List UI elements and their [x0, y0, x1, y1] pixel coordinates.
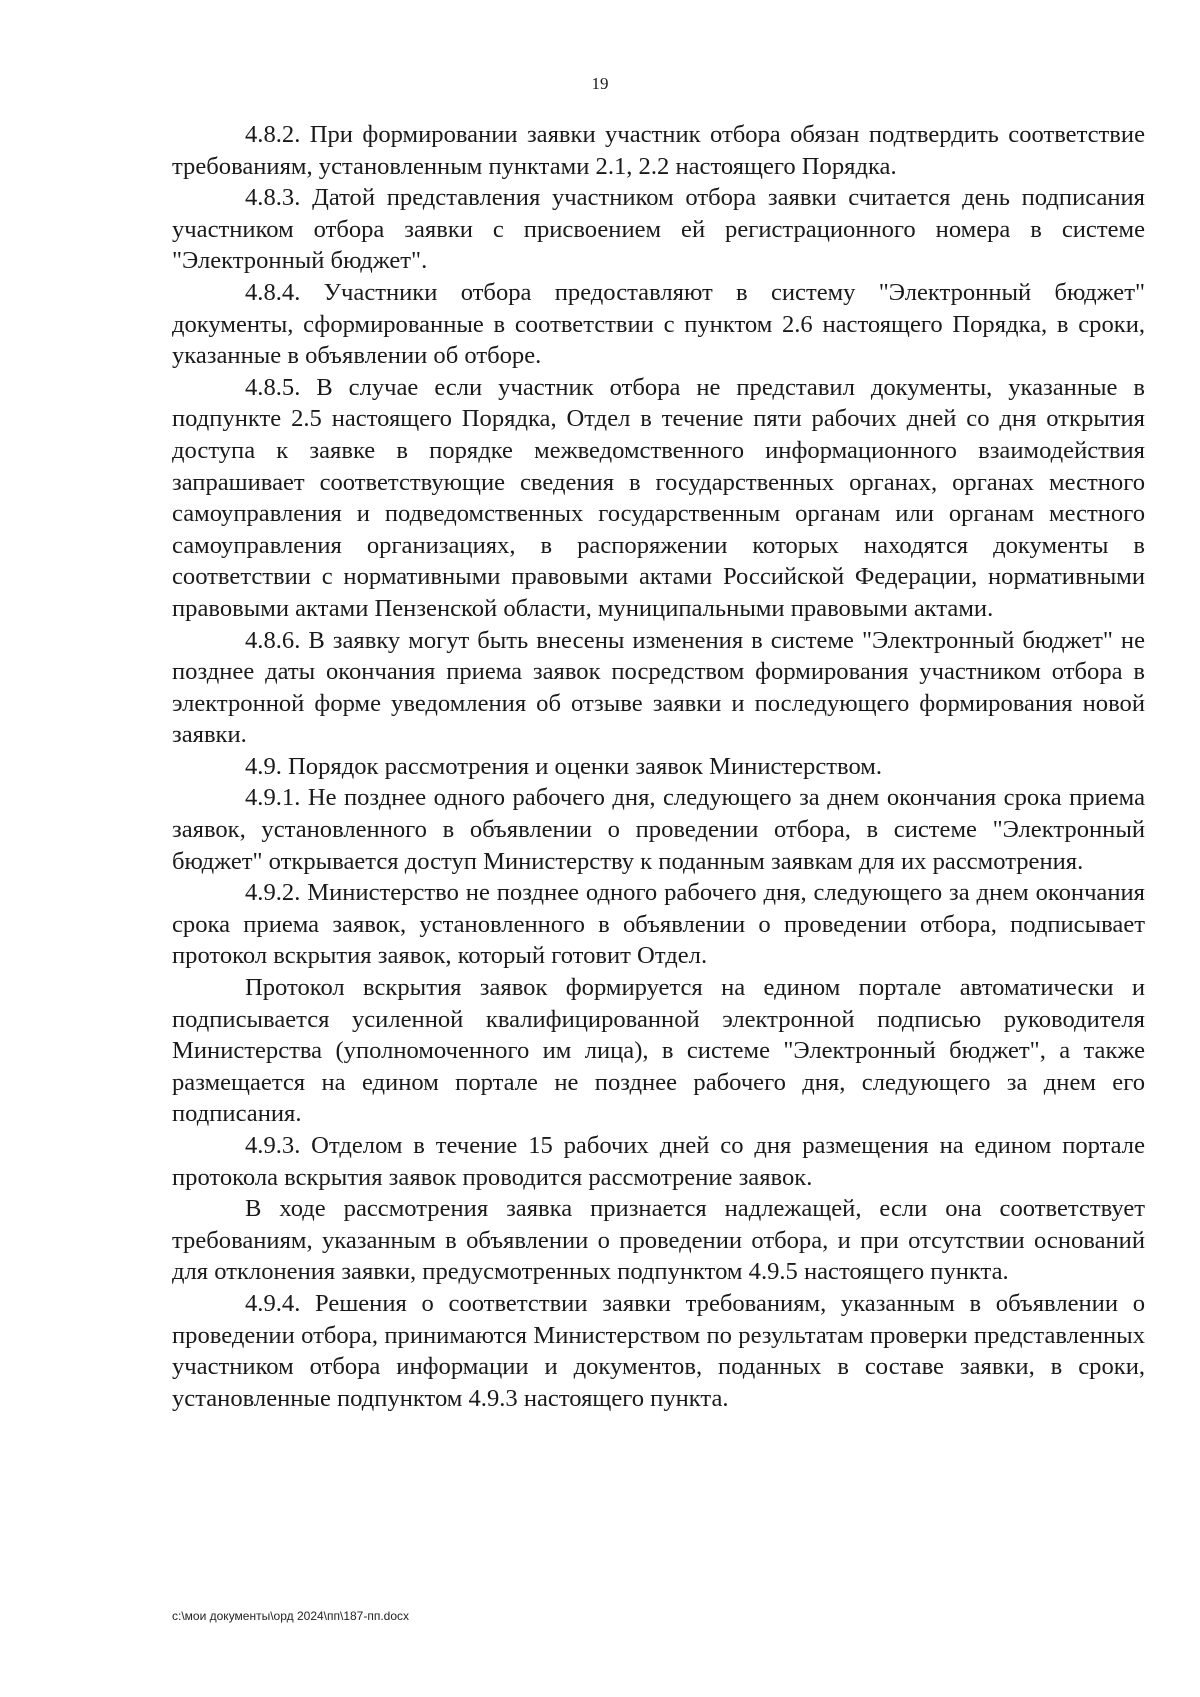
paragraph-4-8-5: 4.8.5. В случае если участник отбора не представил документы, указанные в подпункте 2.5 настоящего Порядка, Отдел в течение пяти рабочих дней со дня открытия доступа к заявке в порядке межведомственного информационного взаимодействия запрашивает соответствующие сведения в государственных органах, органах местного самоуправления и подведомственных государственным органам или органам местного самоуправления организациях, в распоряжении которых находятся документы в соответствии с нормативными правовыми актами Российской Федерации, нормативными правовыми актами Пензенской области, муниципальными правовыми актами. — [172, 373, 1145, 622]
paragraph-4-8-3: 4.8.3. Датой представления участником отбора заявки считается день подписания участником отбора заявки с присвоением ей регистрационного номера в системе "Электронный бюджет". — [172, 184, 1145, 275]
paragraph-4-9-2: 4.9.2. Министерство не позднее одного рабочего дня, следующего за днем окончания срока приема заявок, установленного в объявлении о проведении отбора, подписывает протокол вскрытия заявок, который готовит Отдел. — [172, 879, 1145, 970]
paragraph-4-9: 4.9. Порядок рассмотрения и оценки заявок Министерством. — [245, 752, 882, 780]
paragraph-4-9-3: 4.9.3. Отделом в течение 15 рабочих дней со дня размещения на едином портале протокола вскрытия заявок проводится рассмотрение заявок. — [172, 1132, 1145, 1191]
paragraph-4-8-2: 4.8.2. При формировании заявки участник отбора обязан подтвердить соответствие требованиям, установленным пунктами 2.1, 2.2 настоящего Порядка. — [172, 121, 1145, 180]
paragraph-4-8-6: 4.8.6. В заявку могут быть внесены изменения в системе "Электронный бюджет" не позднее даты окончания приема заявок посредством формирования участником отбора в электронной форме уведомления об отзыве заявки и последующего формирования новой заявки. — [172, 626, 1145, 749]
paragraph-4-9-1: 4.9.1. Не позднее одного рабочего дня, следующего за днем окончания срока приема заявок, установленного в объявлении о проведении отбора, в системе "Электронный бюджет" открывается доступ Министерству к поданным заявкам для их рассмотрения. — [172, 784, 1145, 875]
paragraph-review: В ходе рассмотрения заявка признается надлежащей, если она соответствует требованиям, указанным в объявлении о проведении отбора, и при отсутствии оснований для отклонения заявки, предусмотренных подпунктом 4.9.5 настоящего пункта. — [172, 1195, 1145, 1286]
document-body — [172, 119, 1145, 1414]
paragraph-4-8-4: 4.8.4. Участники отбора предоставляют в систему "Электронный бюджет" документы, сформированные в соответствии с пунктом 2.6 настоящего Порядка, в сроки, указанные в объявлении об отборе. — [172, 278, 1145, 370]
page-number: 19 — [591, 74, 609, 93]
paragraph-protocol: Протокол вскрытия заявок формируется на едином портале автоматически и подписывается усиленной квалифицированной электронной подписью руководителя Министерства (уполномоченного им лица), в системе "Электронный бюджет", а также размещается на едином портале не позднее рабочего дня, следующего за днем его подписания. — [172, 974, 1145, 1128]
paragraph-4-9-4: 4.9.4. Решения о соответствии заявки требованиям, указанным в объявлении о проведении отбора, принимаются Министерством по результатам проверки представленных участником отбора информации и документов, поданных в составе заявки, в сроки, установленные подпунктом 4.9.3 настоящего пункта. — [172, 1289, 1145, 1412]
file-path-footer: c:\мои документы\орд 2024\пп\187-пп.docx — [172, 1609, 410, 1623]
